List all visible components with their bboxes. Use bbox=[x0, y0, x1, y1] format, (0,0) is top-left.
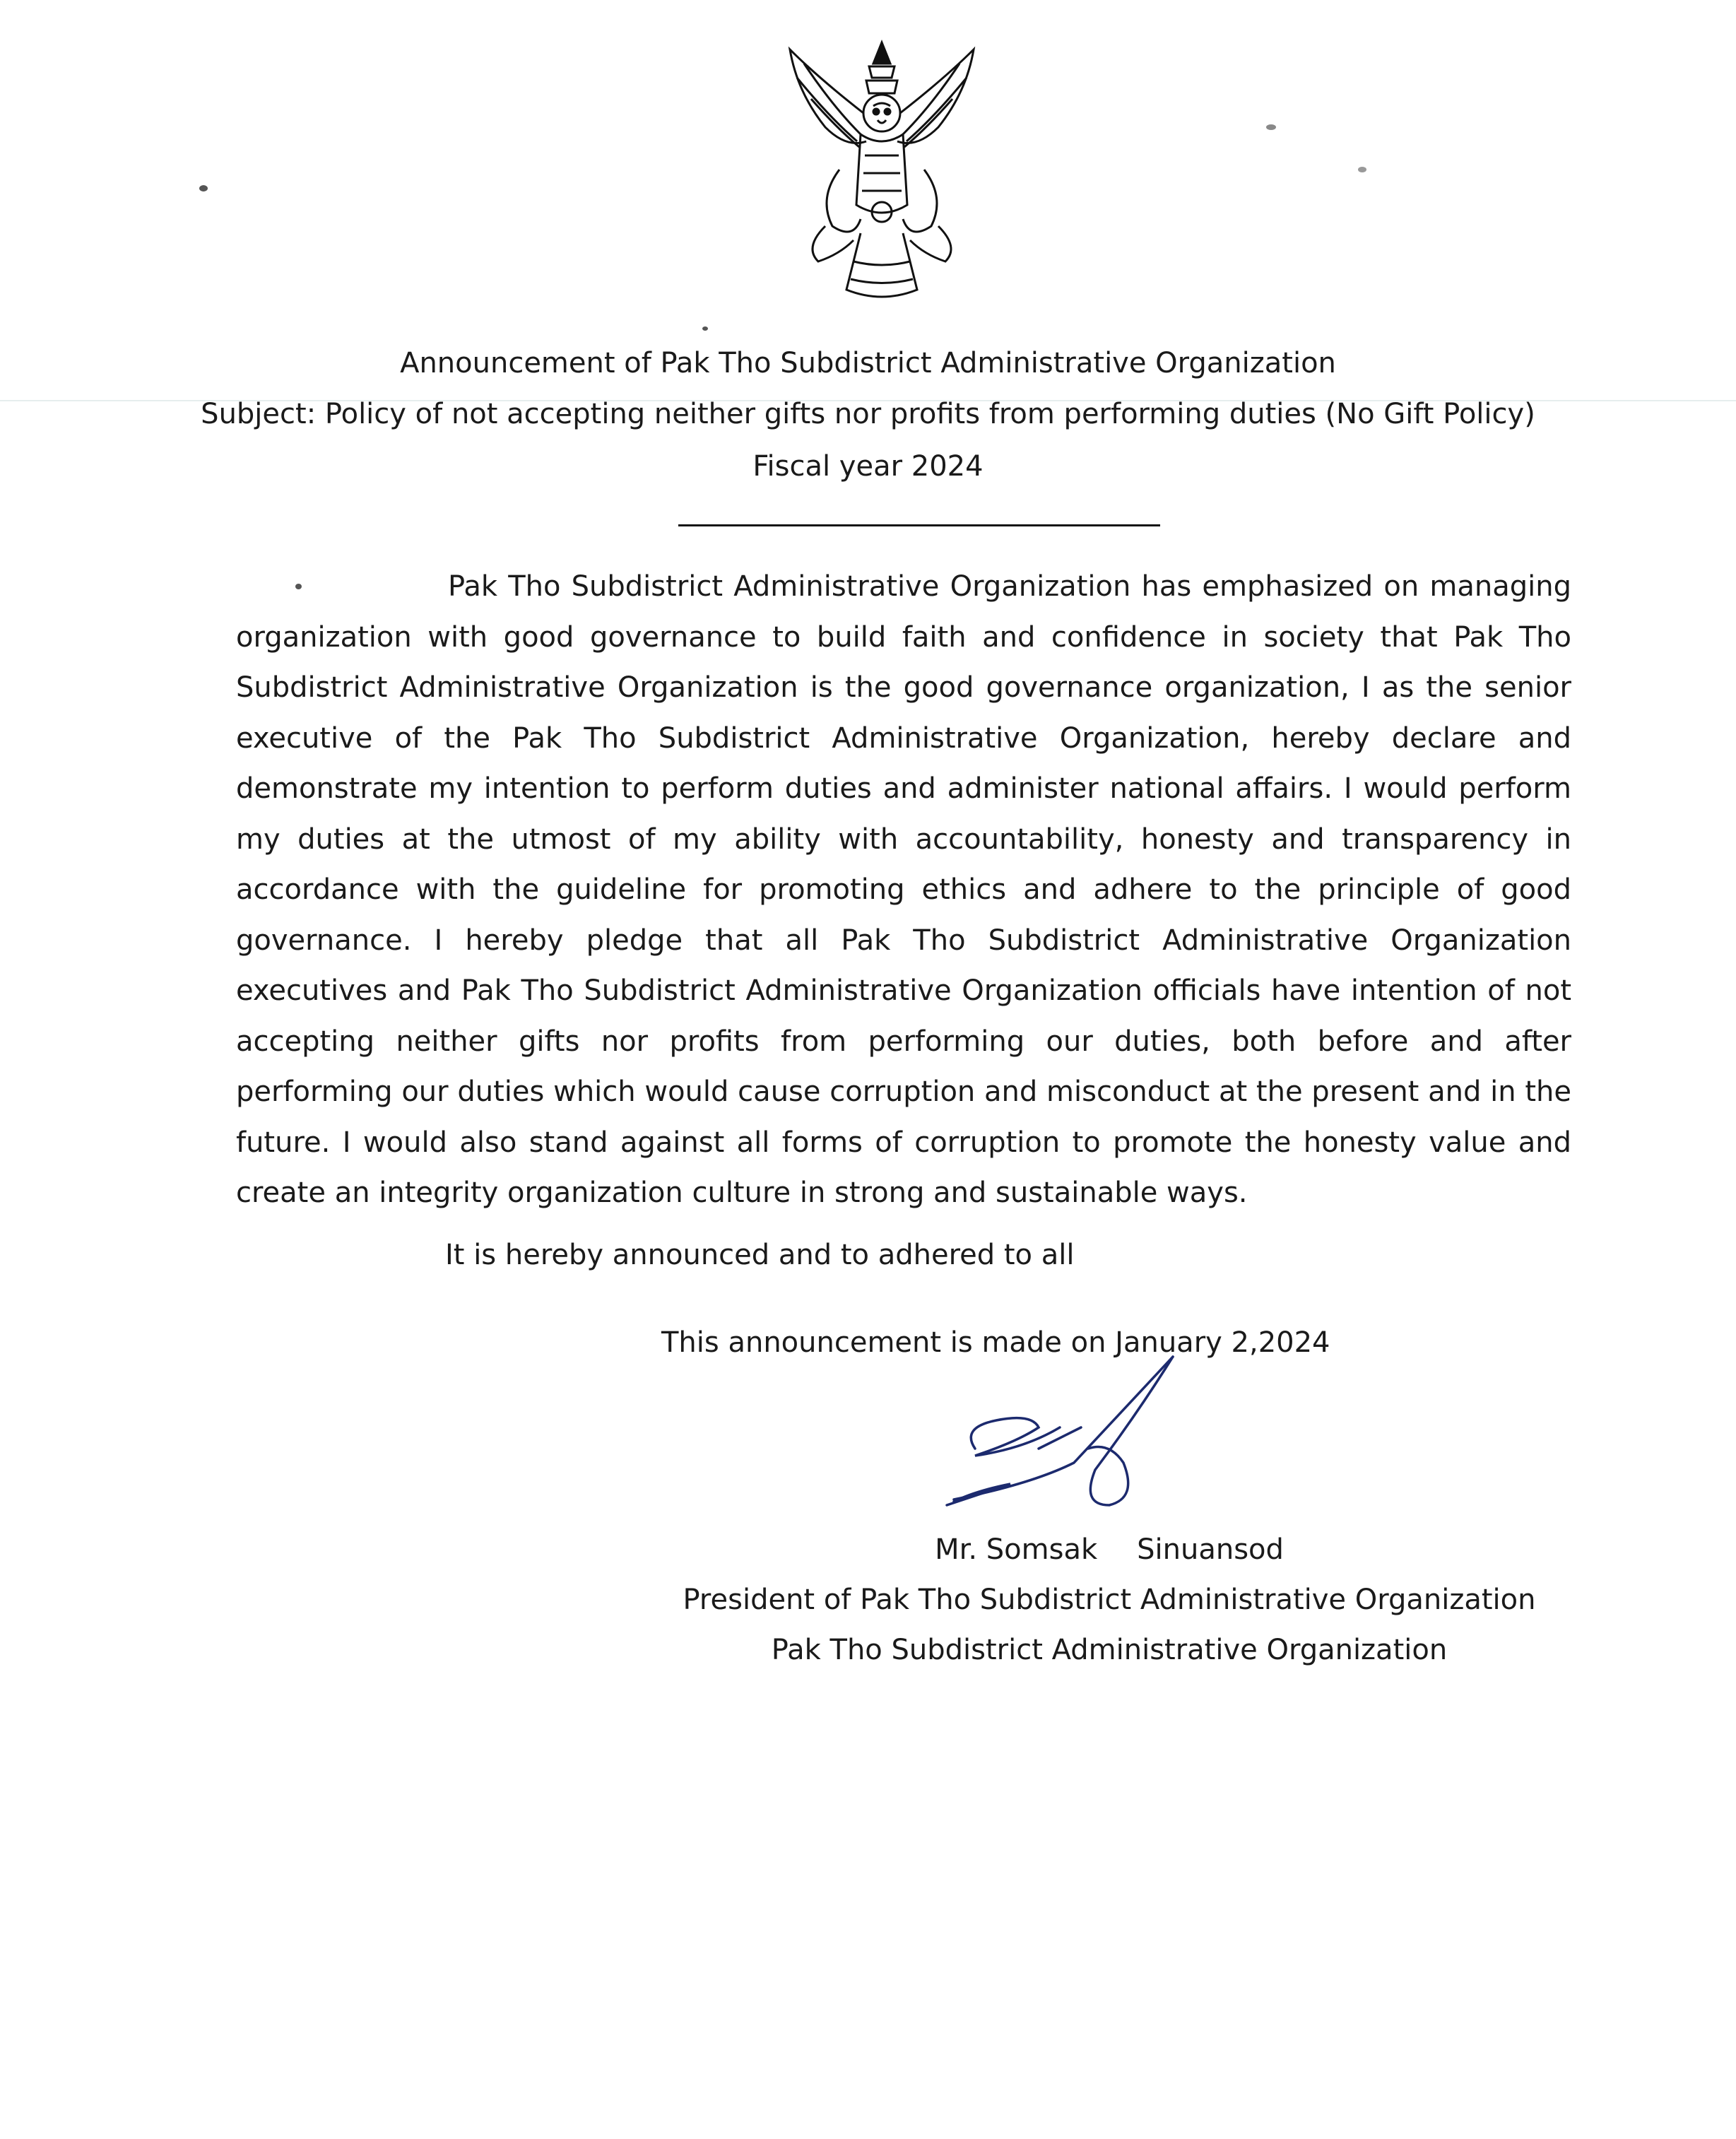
garuda-emblem-icon bbox=[776, 35, 988, 311]
announcement-subject: Subject: Policy of not accepting neither gifts nor profits from performing duties (No Gift Policy) bbox=[201, 398, 1535, 430]
signatory-organization: Pak Tho Subdistrict Administrative Organization bbox=[771, 1634, 1448, 1666]
scan-speck bbox=[1358, 167, 1366, 172]
signatory-first-name: Mr. Somsak bbox=[935, 1533, 1098, 1566]
announcement-date: This announcement is made on January 2,2024 bbox=[661, 1326, 1330, 1359]
closing-statement: It is hereby announced and to adhered to all bbox=[445, 1239, 1075, 1271]
signatory-block bbox=[586, 1525, 1632, 1675]
policy-paragraph: Pak Tho Subdistrict Administrative Organization has emphasized on managing organization with good governance to build faith and confidence in society that Pak Tho Subdistrict Administrative Organization is the good governance organization, I as the senior executive of the Pak Tho Subdistrict Administrative Organization, hereby declare and demonstrate my intention to perform duties and administer national affairs. I would perform my duties at the utmost of my ability with accountability, honesty and transparency in accordance with the guideline for promoting ethics and adhere to the principle of good governance. I hereby pledge that all Pak Tho Subdistrict Administrative Organization executives and Pak Tho Subdistrict Administrative Organization officials have intention of not accepting neither gifts nor profits from performing our duties, both before and after performing our duties which would cause corruption and misconduct at the present and in the future. I would also stand against all forms of corruption to promote the honesty value and create an integrity organization culture in strong and sustainable ways. bbox=[236, 570, 1571, 1209]
signatory-position: President of Pak Tho Subdistrict Administrative Organization bbox=[683, 1584, 1536, 1616]
scan-speck bbox=[702, 326, 708, 331]
scan-speck bbox=[199, 185, 208, 191]
signatory-name bbox=[586, 1525, 1632, 1575]
scan-speck bbox=[1266, 124, 1276, 130]
fiscal-year: Fiscal year 2024 bbox=[752, 450, 984, 483]
announcement-title: Announcement of Pak Tho Subdistrict Administrative Organization bbox=[400, 347, 1336, 379]
signatory-last-name: Sinuansod bbox=[1137, 1533, 1284, 1566]
handwritten-signature-icon bbox=[933, 1343, 1187, 1526]
title-divider bbox=[678, 524, 1160, 526]
